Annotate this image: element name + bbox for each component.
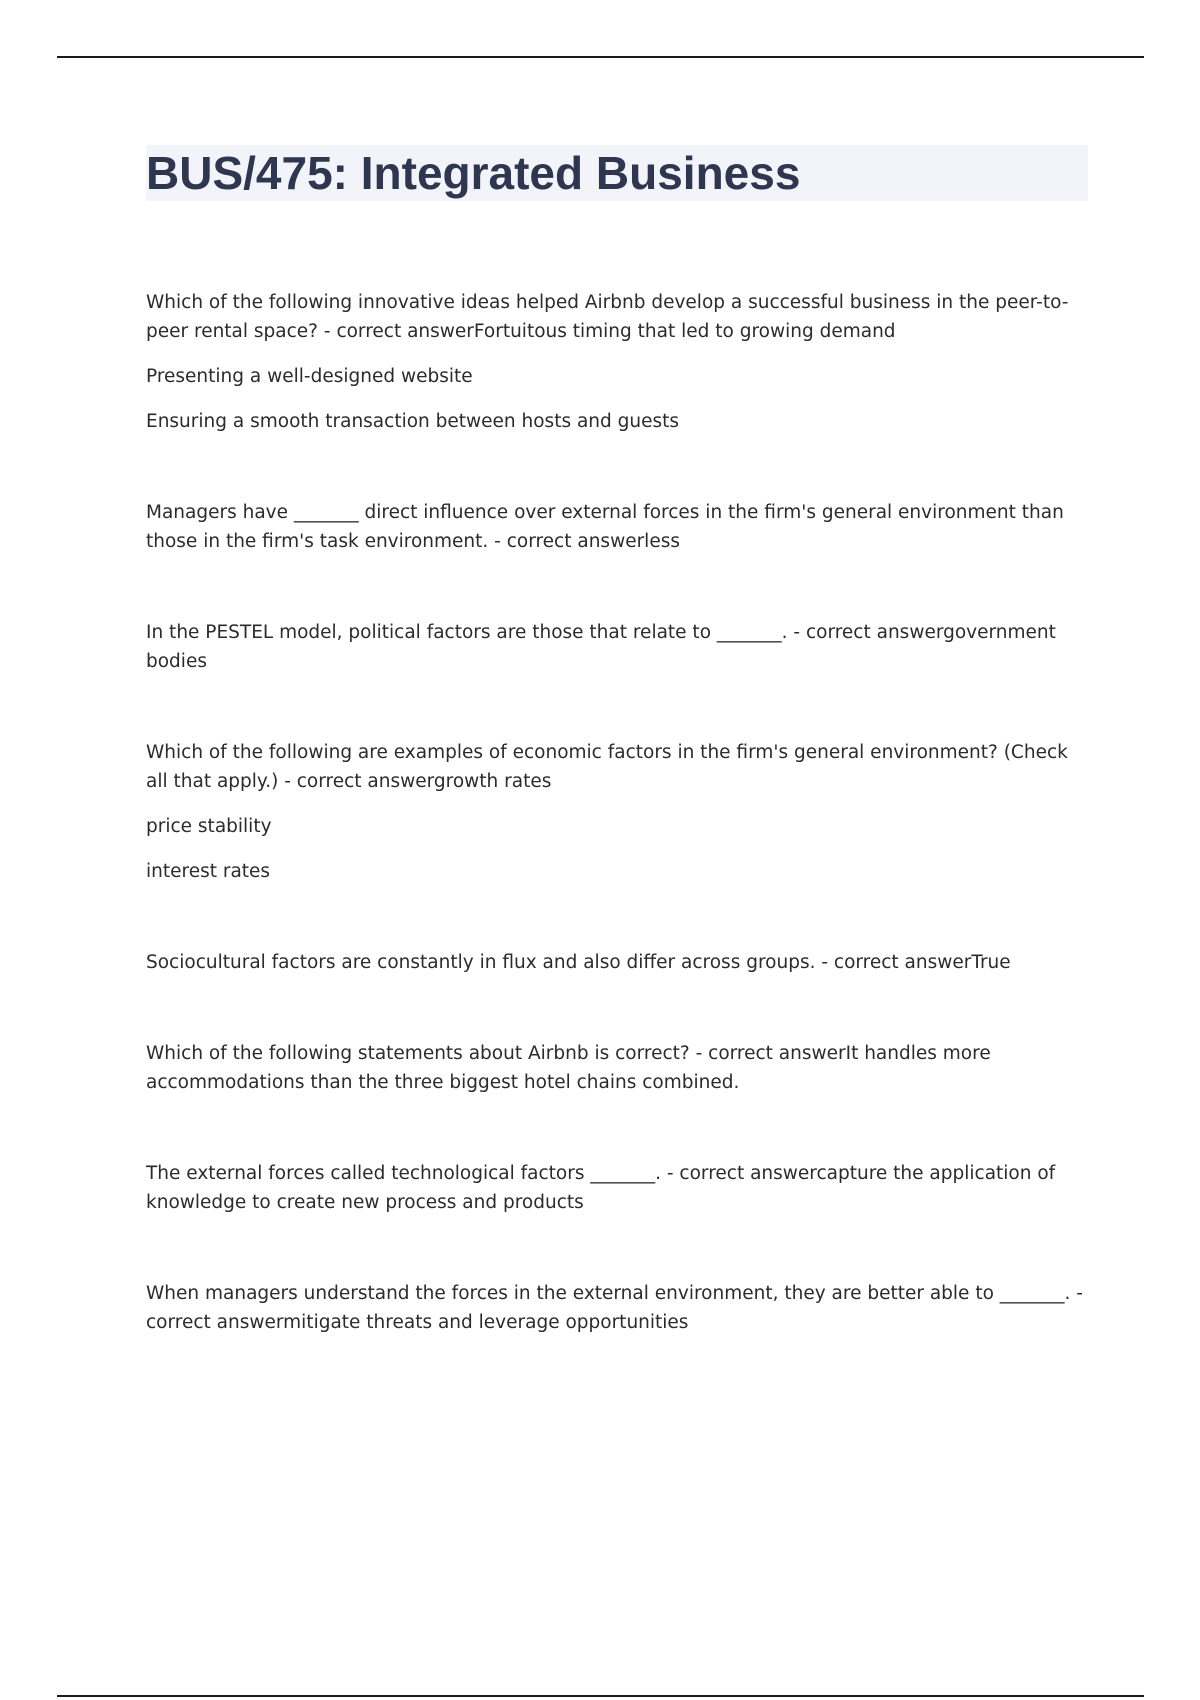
question-item (146, 498, 1091, 556)
question-item (146, 1159, 1091, 1217)
question-item (146, 288, 1091, 436)
question-text: Managers have _______ direct influence over external forces in the firm's general environment than those in the firm's task environment. - correct answerless (146, 502, 1064, 552)
question-item (146, 1279, 1091, 1337)
answer-line: Presenting a well-designed website (146, 366, 473, 387)
question-item (146, 618, 1091, 676)
page-title: BUS/475: Integrated Business (146, 147, 801, 199)
bottom-rule (57, 1695, 1144, 1697)
question-text: Which of the following innovative ideas helped Airbnb develop a successful business in the peer-to-peer rental space? - correct answerFortuitous timing that led to growing demand (146, 292, 1069, 342)
answer-line: interest rates (146, 861, 271, 882)
top-rule (57, 56, 1144, 58)
answer-line: Ensuring a smooth transaction between hosts and guests (146, 411, 680, 432)
question-text: Sociocultural factors are constantly in flux and also differ across groups. - correct answerTrue (146, 952, 1011, 973)
question-item (146, 948, 1091, 977)
document-body (146, 288, 1091, 1337)
question-item (146, 1039, 1091, 1097)
question-text: In the PESTEL model, political factors are those that relate to _______. - correct answergovernment bodies (146, 622, 1056, 672)
question-text: When managers understand the forces in the external environment, they are better able to _______. - correct answermitigate threats and leverage opportunities (146, 1283, 1083, 1333)
question-text: The external forces called technological factors _______. - correct answercapture the application of knowledge to create new process and products (146, 1163, 1056, 1213)
question-text: Which of the following statements about Airbnb is correct? - correct answerIt handles more accommodations than the three biggest hotel chains combined. (146, 1043, 991, 1093)
question-text: Which of the following are examples of economic factors in the firm's general environment? (Check all that apply.) - correct answergrowth rates (146, 742, 1068, 792)
question-item (146, 738, 1091, 886)
answer-line: price stability (146, 816, 272, 837)
